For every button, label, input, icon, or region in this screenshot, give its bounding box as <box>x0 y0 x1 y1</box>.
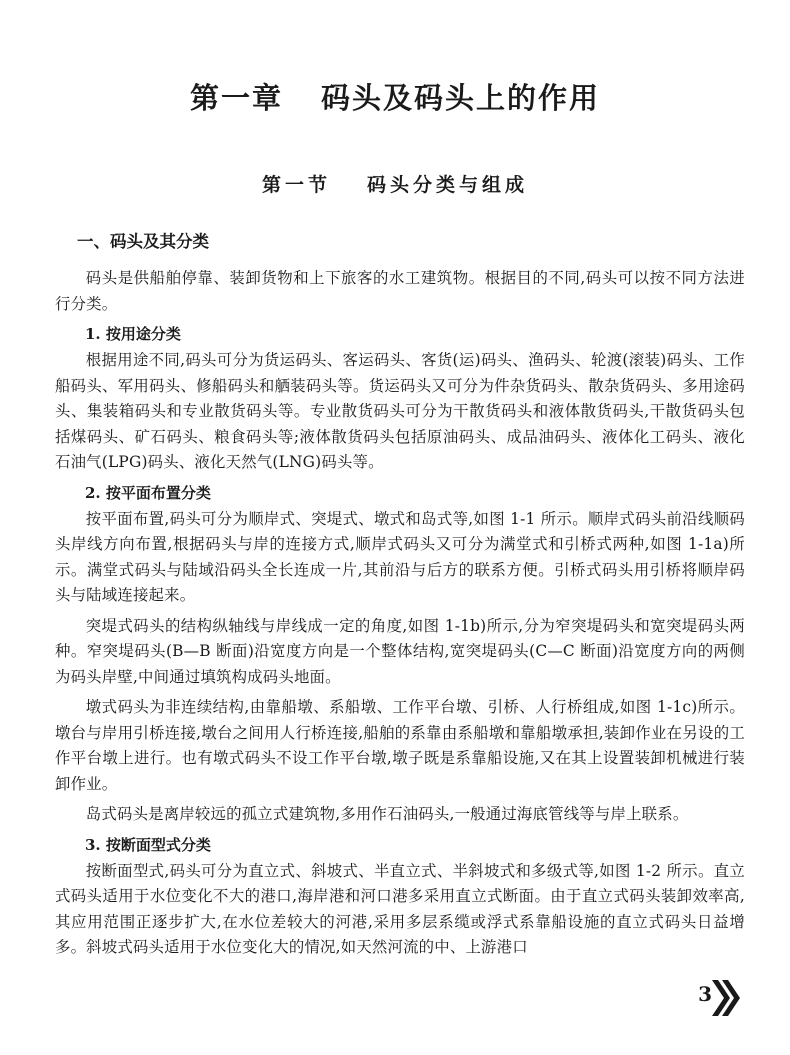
body-content <box>55 230 745 966</box>
subheading-by-layout: 2. 按平面布置分类 <box>85 483 211 502</box>
paragraph-dolphin: 墩式码头为非连续结构,由靠船墩、系船墩、工作平台墩、引桥、人行桥组成,如图 1-1c)所示。墩台与岸用引桥连接,墩台之间用人行桥连接,船舶的系靠由系船墩和靠船墩承担,装卸作业在另设的工作平台墩上进行。也有墩式码头不设工作平台墩,墩子既是系靠船设施,又在其上设置装卸机械进行装卸作业。 <box>55 698 745 793</box>
subheading-by-usage: 1. 按用途分类 <box>85 325 181 343</box>
chapter-title <box>0 76 790 117</box>
subheading-by-section: 3. 按断面型式分类 <box>85 835 211 854</box>
paragraph-shoreline: 按平面布置,码头可分为顺岸式、突堤式、墩式和岛式等,如图 1-1 所示。顺岸式码头前沿线顺码头岸线方向布置,根据码头与岸的连接方式,顺岸式码头又可分为满堂式和引桥式两种,如图 1-1a)所示。满堂式码头与陆域沿码头全长连成一片,其前沿与后方的联系方便。引桥式码头用引桥将顺岸码头与陆域连接起来。 <box>55 509 745 604</box>
paragraph-jetty: 突堤式码头的结构纵轴线与岸线成一定的角度,如图 1-1b)所示,分为窄突堤码头和宽突堤码头两种。窄突堤码头(B—B 断面)沿宽度方向是一个整体结构,宽突堤码头(C—C 断面)沿宽度方向的两侧为码头岸壁,中间通过填筑构成码头地面。 <box>55 616 745 686</box>
chapter-name: 码头及码头上的作用 <box>321 81 601 115</box>
page-number: 3 <box>698 982 712 1006</box>
section-name: 码头分类与组成 <box>367 174 529 196</box>
section-title <box>0 170 790 197</box>
paragraph-intro: 码头是供船舶停靠、装卸货物和上下旅客的水工建筑物。根据目的不同,码头可以按不同方法进行分类。 <box>55 269 745 313</box>
chevron-right-icon <box>712 978 742 1018</box>
chapter-number: 第一章 <box>189 81 283 115</box>
paragraph-by-usage: 根据用途不同,码头可分为货运码头、客运码头、客货(运)码头、渔码头、轮渡(滚装)码头、工作船码头、军用码头、修船码头和舾装码头等。货运码头又可分为件杂货码头、散杂货码头、多用途码头、集装箱码头和专业散货码头等。专业散货码头可分为干散货码头和液体散货码头,干散货码头包括煤码头、矿石码头、粮食码头等;液体散货码头包括原油码头、成品油码头、液体化工码头、液化石油气(LPG)码头、液化天然气(LNG)码头等。 <box>55 351 745 471</box>
paragraph-by-section: 按断面型式,码头可分为直立式、斜坡式、半直立式、半斜坡式和多级式等,如图 1-2 所示。直立式码头适用于水位变化不大的港口,海岸港和河口港多采用直立式断面。由于直立式码头装卸效率高,其应用范围正逐步扩大,在水位差较大的河港,采用多层系缆或浮式系靠船设施的直立式码头日益增多。斜坡式码头适用于水位变化大的情况,如天然河流的中、上游港口 <box>55 861 745 956</box>
section-number: 第一节 <box>261 174 331 196</box>
paragraph-island: 岛式码头是离岸较远的孤立式建筑物,多用作石油码头,一般通过海底管线等与岸上联系。 <box>85 805 689 823</box>
heading-classification: 一、码头及其分类 <box>77 232 209 251</box>
